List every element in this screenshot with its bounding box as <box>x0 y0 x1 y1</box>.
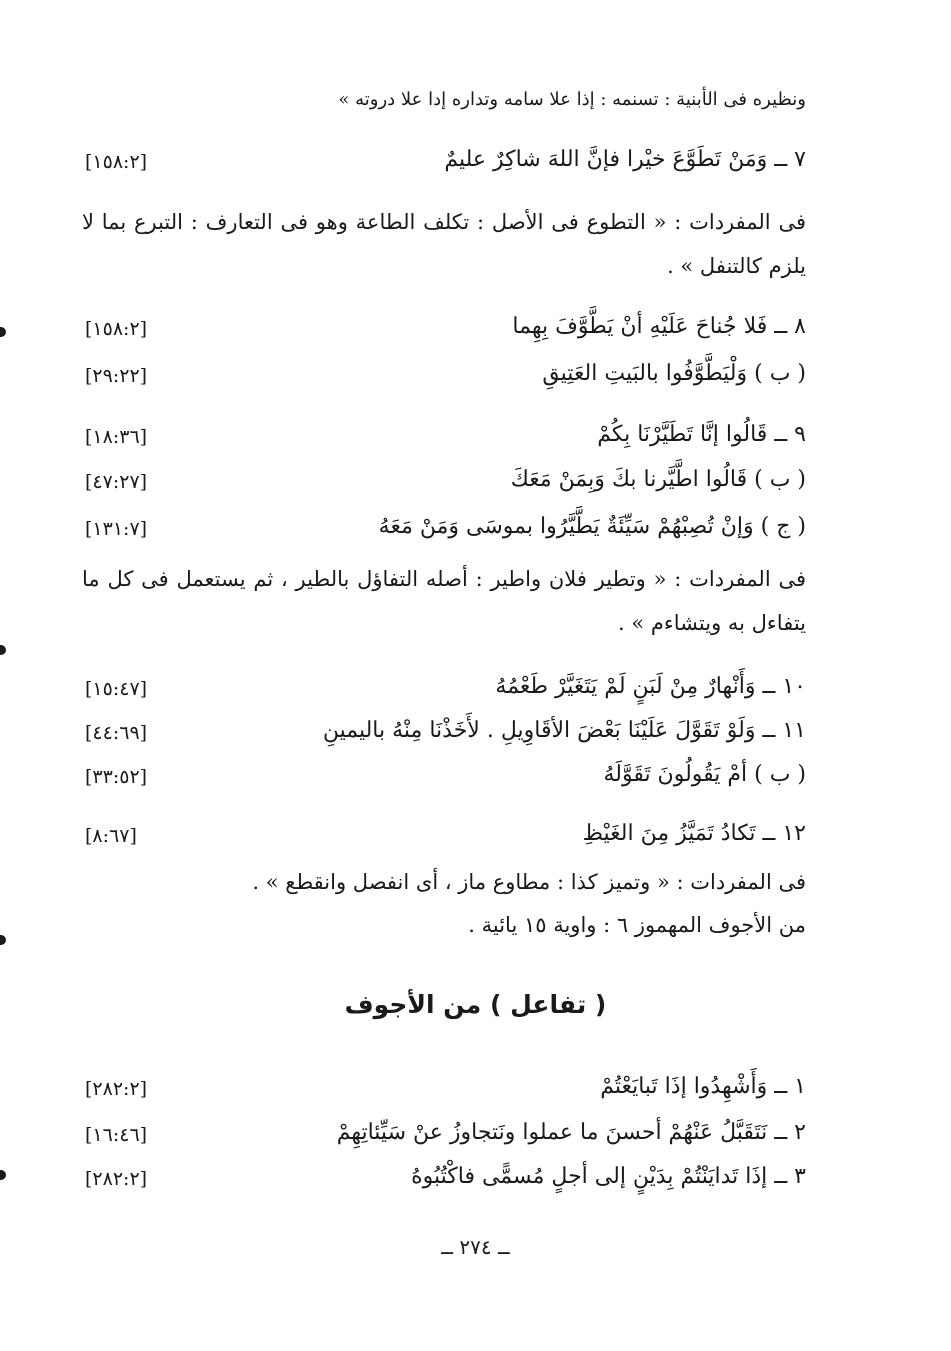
verse-10: ١٠ ــ وَأَنْهارٌ مِنْ لَبَنٍ لَمْ يَتَغَيَّرْ طَعْمُهُ <box>495 674 806 699</box>
verse-reference: [٨:٦٧] <box>85 825 137 847</box>
edge-mark <box>0 327 6 337</box>
verse-reference: [٢٨٢:٢] <box>85 1078 148 1100</box>
summary-line: من الأجوف المهموز ٦ : واوية ١٥ يائية . <box>468 913 806 937</box>
verse-reference: [١٥٨:٢] <box>85 151 148 173</box>
verse-reference: [١٨:٣٦] <box>85 426 148 448</box>
verse-8b: ( ب ) وَلْيَطَّوَّفُوا بالبَيتِ العَتِيقِ <box>542 361 806 386</box>
verse-s2-2: ٢ ــ نَتَقَبَّلُ عَنْهُمْ أحسنَ ما عملوا ونَتجاوزُ عنْ سَيِّئاتِهِمْ <box>336 1120 806 1145</box>
edge-mark <box>0 1170 6 1180</box>
verse-9: ٩ ــ قَالُوا إنَّا تَطَيَّرْنَا بِكُمْ <box>597 422 806 447</box>
page-number: ــ ٢٧٤ ــ <box>441 1235 510 1259</box>
verse-reference: [٢٩:٢٢] <box>85 365 148 387</box>
verse-12: ١٢ ــ تَكادُ تَمَيَّزُ مِنَ الغَيْظِ <box>582 821 806 846</box>
verse-reference: [١٥٨:٢] <box>85 318 148 340</box>
verse-s2-1: ١ ــ وَأَشْهِدُوا إذَا تَبايَعْتُمْ <box>600 1074 806 1099</box>
verse-s2-3: ٣ ــ إذَا تَدايَنْتُمْ بِدَيْنٍ إلى أجلٍ مُسمًّى فاكْتُبُوهُ <box>411 1164 806 1189</box>
edge-mark <box>0 935 6 945</box>
verse-7: ٧ ــ وَمَنْ تَطَوَّعَ خيْرا فإنَّ اللهَ شاكِرٌ عليمٌ <box>444 147 806 172</box>
verse-9c: ( ج ) وَإنْ تُصِبْهُمْ سَيِّئَةٌ يَطَّيَّرُوا بموسَى وَمَنْ مَعَهُ <box>378 514 806 539</box>
verse-reference: [٤٧:٢٧] <box>85 471 148 493</box>
verse-11: ١١ ــ وَلَوْ تَقَوَّلَ عَلَيْنَا بَعْضَ الأقَاوِيلِ . لأَخَذْنَا مِنْهُ باليمينِ <box>322 718 806 743</box>
verse-reference: [١٦:٤٦] <box>85 1124 148 1146</box>
text-line: ونظيره فى الأبنية : تسنمه : إذا علا سامه وتداره إدا علا دروته » <box>338 89 806 110</box>
verse-reference: [٣٣:٥٢] <box>85 766 148 788</box>
verse-reference: [٤٤:٦٩] <box>85 722 148 744</box>
verse-11b: ( ب ) أمْ يَقُولُونَ تَقَوَّلَهُ <box>603 762 806 787</box>
verse-9b: ( ب ) قَالُوا اطَّيَّرنا بكَ وَبِمَنْ مَعَكَ <box>510 467 806 492</box>
verse-reference: [٢٨٢:٢] <box>85 1168 148 1190</box>
section-heading: ( تفاعل ) من الأجوف <box>344 990 607 1019</box>
edge-mark <box>0 645 6 655</box>
paragraph-mufradat-3: فى المفردات : « وتميز كذا : مطاوع ماز ، أى انفصل وانقطع » . <box>252 870 806 894</box>
paragraph-mufradat-2: فى المفردات : « وتطير فلان واطير : أصله التفاؤل بالطير ، ثم يستعمل فى كل ما يتفاءل به ويتشاءم » . <box>82 567 806 635</box>
verse-reference: [١٥:٤٧] <box>85 678 148 700</box>
paragraph-mufradat-1: فى المفردات : « التطوع فى الأصل : تكلف الطاعة وهو فى التعارف : التبرع بما لا يلزم كالتنفل » . <box>82 210 806 278</box>
verse-reference: [١٣١:٧] <box>85 518 148 540</box>
verse-8: ٨ ــ فَلا جُناحَ عَلَيْهِ أنْ يَطَّوَّفَ بِهِما <box>512 314 806 339</box>
